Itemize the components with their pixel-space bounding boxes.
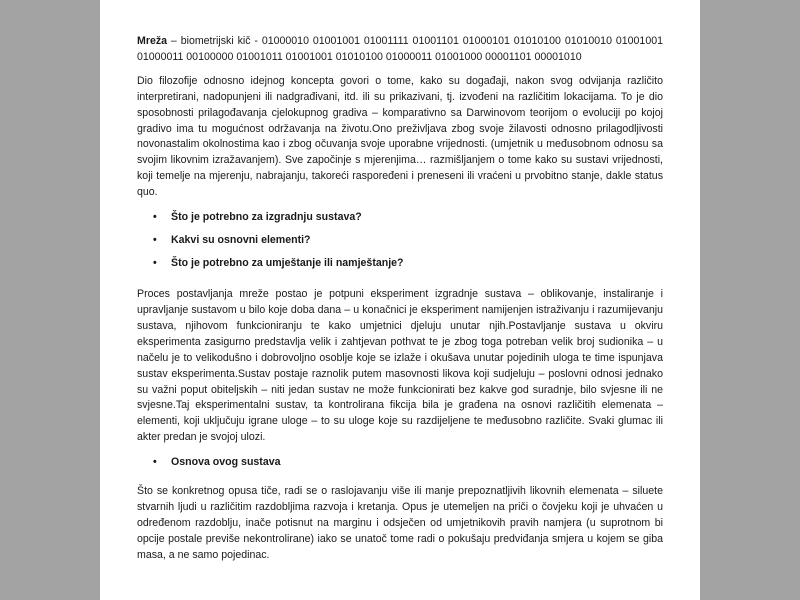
section-heading	[137, 455, 663, 478]
bullet-icon: •	[153, 257, 157, 270]
section-heading-list	[137, 455, 663, 478]
document-title: Mreža	[137, 35, 168, 47]
question-text: Kakvi su osnovni elementi?	[171, 234, 311, 247]
paragraph-process: Proces postavljanja mreže postao je potpuni eksperiment izgradnje sustava – oblikovanje, instaliranje i upravljanje sustavom u bilo koje doba dana – u konačnici je eksperiment namijenjen istraživanju i razumijevanju sustava, njihovom funkcioniranju te kako umjetnici djeluju unutar njih.Postavljanje sustava u okviru eksperimenta zasigurno predstavlja velik i zahtjevan pothvat te je zbog toga potreban velik broj sudionika – u načelu je to velikodušno i dobrovoljno osoblje koje se izlaže i okušava unutar pojedinih uloga te time ispunjava sustav eksperimenta.Sustav postaje raznolik putem masovnosti likova koji sudjeluju – poslovni odnosi jednako su važni poput obiteljskih – niti jedan sustav ne može funkcionirati bez kakve god suradnje, bilo svjesne ili ne svjesne.Taj eksperimentalni sustav, ta kontrolirana fikcija bila je građena na osnovi različitih elemenata – elementi, koji uključuju igrane uloge – to su uloge koje su razdijeljene te međusobno različite. Svaki glumac ili akter predan je svojoj ulozi.	[137, 288, 663, 444]
intro-paragraph	[137, 34, 663, 66]
question-list	[137, 210, 663, 279]
bullet-icon: •	[153, 234, 157, 247]
question-item	[137, 233, 663, 256]
document-body	[137, 34, 663, 564]
bullet-icon: •	[153, 211, 157, 224]
paragraph-concept: Dio filozofije odnosno idejnog koncepta govori o tome, kako su događaji, nakon svog odvijanja različito interpretirani, nadopunjeni ili nadgrađivani, itd. ili su prikazivani, tj. izvođeni na različitim lokacijama. To je dio sposobnosti prilagođavanja cjelokupnog gradiva – komparativno sa Darwinovom teorijom o evoluciji po kojoj gradivo ima tu mogućnost održavanja na životu.Ono preživljava zbog svoje žilavosti odnosno prilagodljivosti novonastalim okolnostima kao i zbog očuvanja svoje uporabne vrijednosti. (umjetnik u međusobnom odnosu sa svojim likovnim izražavanjem). Sve započinje s mjerenjima… razmišljanjem o tome kako su sustavi vrijednosti, koji temelje na mjerenju, nabrajanju, takoreći raspoređeni i preneseni ili vraćeni u prvobitno stanje, dakle status quo.	[137, 74, 663, 199]
intro-text: – biometrijski kič - 01000010 01001001 01001111 01001101 01000101 01010100 01010010 01001001 01000011 00100000 01001011 01001001 01010100 01000011 01001000 00001101 00001010	[137, 35, 663, 63]
section-heading-text: Osnova ovog sustava	[171, 456, 281, 469]
question-item	[137, 210, 663, 233]
question-text: Što je potrebno za izgradnju sustava?	[171, 211, 362, 224]
paragraph-opus: Što se konkretnog opusa tiče, radi se o raslojavanju više ili manje prepoznatljivih likovnih elemenata – siluete stvarnih ljudi u različitim razdobljima razvoja i kretanja. Opus je utemeljen na priči o čovjeku koji je uhvaćen u određenom razdoblju, inače potisnut na marginu i odsječen od umjetnikovih pravih namjera (u suprotnom bi opcije postale previše nekontrolirane) iako se unatoč tome radi o pokušaju predviđanja smjera u kojem se giba masa, a ne samo pojedinac.	[137, 485, 663, 561]
bullet-icon: •	[153, 456, 157, 469]
question-text: Što je potrebno za umještanje ili namještanje?	[171, 257, 404, 270]
document-page	[100, 0, 700, 600]
question-item	[137, 256, 663, 279]
